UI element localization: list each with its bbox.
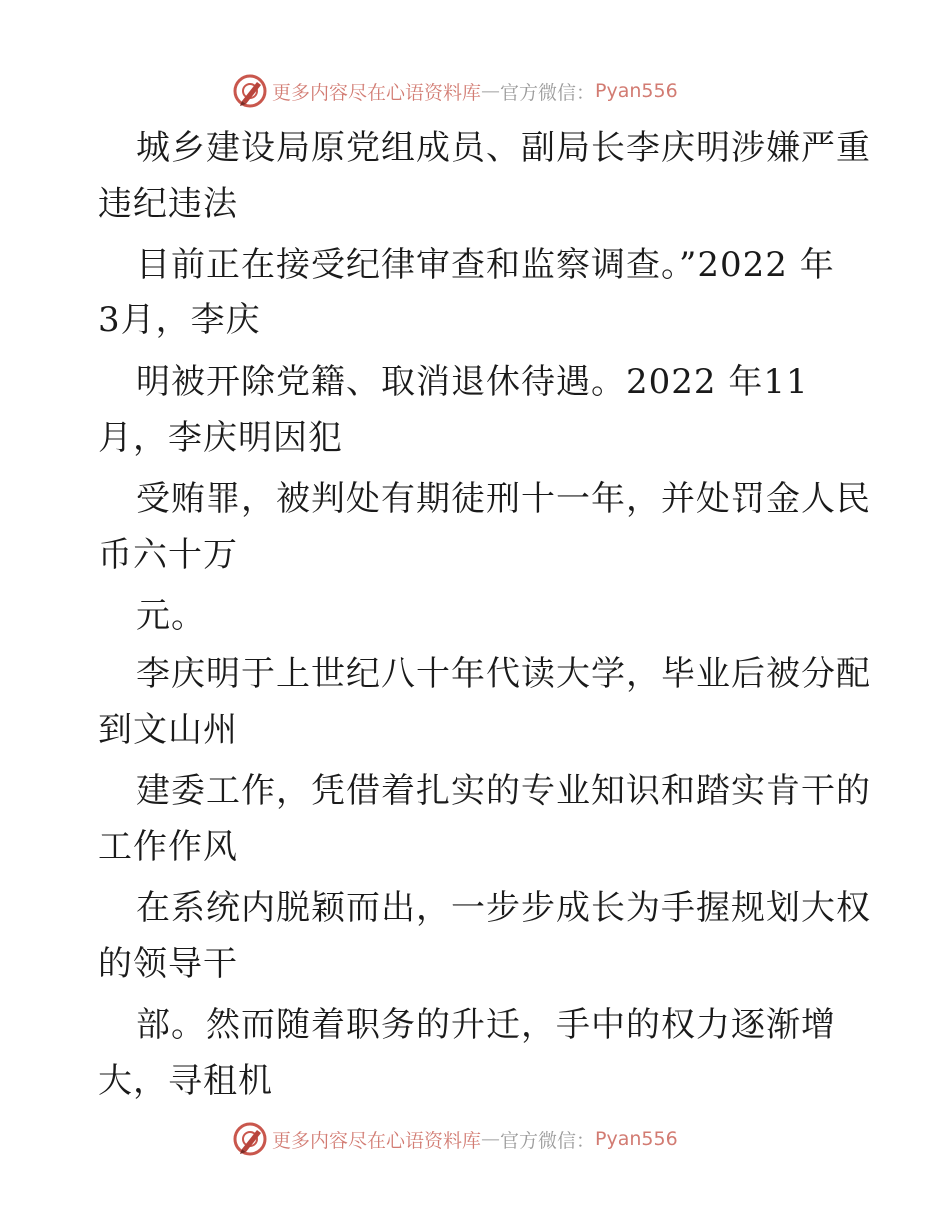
watermark-dash: —: [481, 80, 501, 102]
body-line: 的领导干: [98, 944, 238, 984]
body-line: 币六十万: [98, 535, 238, 575]
watermark-wechat-label: 官方微信：: [500, 81, 596, 104]
watermark-wechat-id: Pyan556: [595, 1128, 678, 1150]
watermark-wechat-label: 官方微信：: [500, 1129, 596, 1152]
footer-watermark: [232, 1120, 678, 1158]
header-watermark: [232, 72, 678, 110]
pen-logo-icon: [232, 73, 268, 109]
watermark-text: 更多内容尽在心语资料库: [272, 1129, 482, 1152]
watermark-dash: —: [481, 1128, 501, 1150]
body-line: 元。: [136, 596, 206, 636]
body-line: 3月，李庆: [98, 300, 261, 340]
pen-logo-icon: [232, 1121, 268, 1157]
watermark-wechat-id: Pyan556: [595, 80, 678, 102]
body-line: 到文山州: [98, 710, 238, 750]
body-line: 月，李庆明因犯: [98, 418, 343, 458]
body-line: 大，寻租机: [98, 1061, 273, 1101]
body-line: 李庆明于上世纪八十年代读大学，毕业后被分配: [136, 654, 871, 694]
body-line: 部。然而随着职务的升迁，手中的权力逐渐增: [136, 1005, 836, 1045]
body-line: 受贿罪，被判处有期徒刑十一年，并处罚金人民: [136, 479, 871, 519]
body-line: 明被开除党籍、取消退休待遇。2022 年11: [136, 362, 809, 402]
body-line: 城乡建设局原党组成员、副局长李庆明涉嫌严重: [136, 128, 871, 168]
body-line: 在系统内脱颖而出，一步步成长为手握规划大权: [136, 888, 871, 928]
watermark-text: 更多内容尽在心语资料库: [272, 81, 482, 104]
body-line: 工作作风: [98, 827, 238, 867]
body-line: 违纪违法: [98, 184, 238, 224]
body-line: 建委工作，凭借着扎实的专业知识和踏实肯干的: [136, 771, 871, 811]
body-line: 目前正在接受纪律审查和监察调查。”2022 年: [136, 245, 835, 285]
